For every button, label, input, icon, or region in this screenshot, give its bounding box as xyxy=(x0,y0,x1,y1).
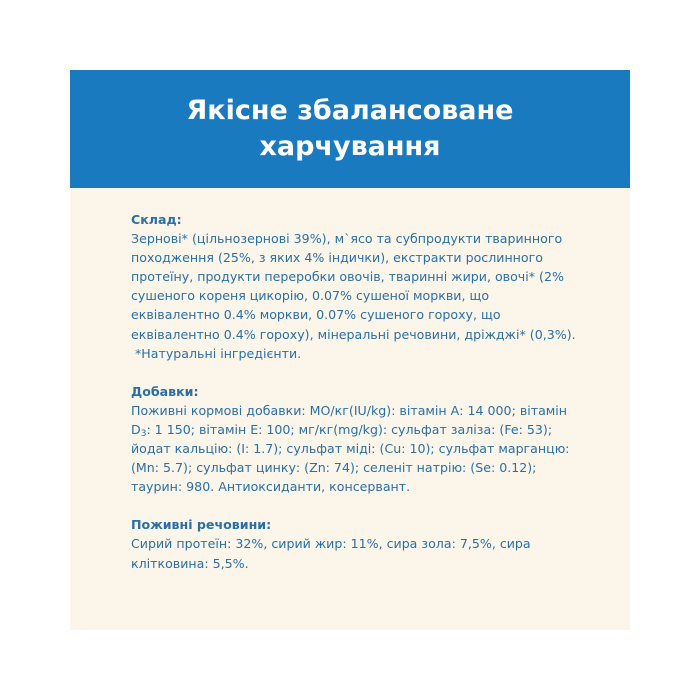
title-line-1: Якісне збалансоване xyxy=(186,95,514,126)
nutrients-heading: Поживні речовини: xyxy=(131,517,272,533)
additives-text xyxy=(131,401,576,496)
additives-text-part-1: Поживні кормові добавки: МО/кг(IU/kg): вітамін А: 14 000; вітамін D xyxy=(131,402,568,437)
title-banner xyxy=(70,70,630,188)
composition-section xyxy=(131,210,576,363)
nutrients-text: Сирий протеїн: 32%, сирий жир: 11%, сира зола: 7,5%, сира клітковина: 5,5%. xyxy=(131,536,531,571)
info-card xyxy=(70,70,630,630)
composition-text: Зернові* (цільнозернові 39%), м`ясо та субпродукти тваринного походження (25%, з яких 4% індички), екстракти рослинного протеїну, продукти переробки овочів, тваринні жири, овочі* (2% сушеного кореня цикорію, 0.07% сушеної моркви, що еквівалентно 0.4% моркви, 0.07% сушеного гороху, що еквівалентно 0.4% гороху), мінеральні речовини, дріжджі* (0,3%). xyxy=(131,231,576,342)
composition-heading: Склад: xyxy=(131,212,182,227)
title-line-2: харчування xyxy=(259,131,441,162)
vitamin-d-subscript: 3 xyxy=(140,428,147,439)
content-body xyxy=(131,210,576,592)
nutrients-section xyxy=(131,515,576,572)
page-title xyxy=(70,93,630,165)
composition-note: *Натуральні інгредієнти. xyxy=(135,345,302,361)
additives-text-part-2: : 1 150; вітамін Е: 100; мг/кг(mg/kg): сульфат заліза: (Fe: 53); йодат кальцію: (I: 1.7); сульфат міді: (Cu: 10); сульфат марганцю: (Mn: 5.7); сульфат цинку: (Zn: 74); селеніт натрію: (Se: 0.12); таурин: 980. Антиоксиданти, консервант. xyxy=(131,421,570,495)
additives-heading: Добавки: xyxy=(131,383,199,399)
additives-section xyxy=(131,382,576,497)
